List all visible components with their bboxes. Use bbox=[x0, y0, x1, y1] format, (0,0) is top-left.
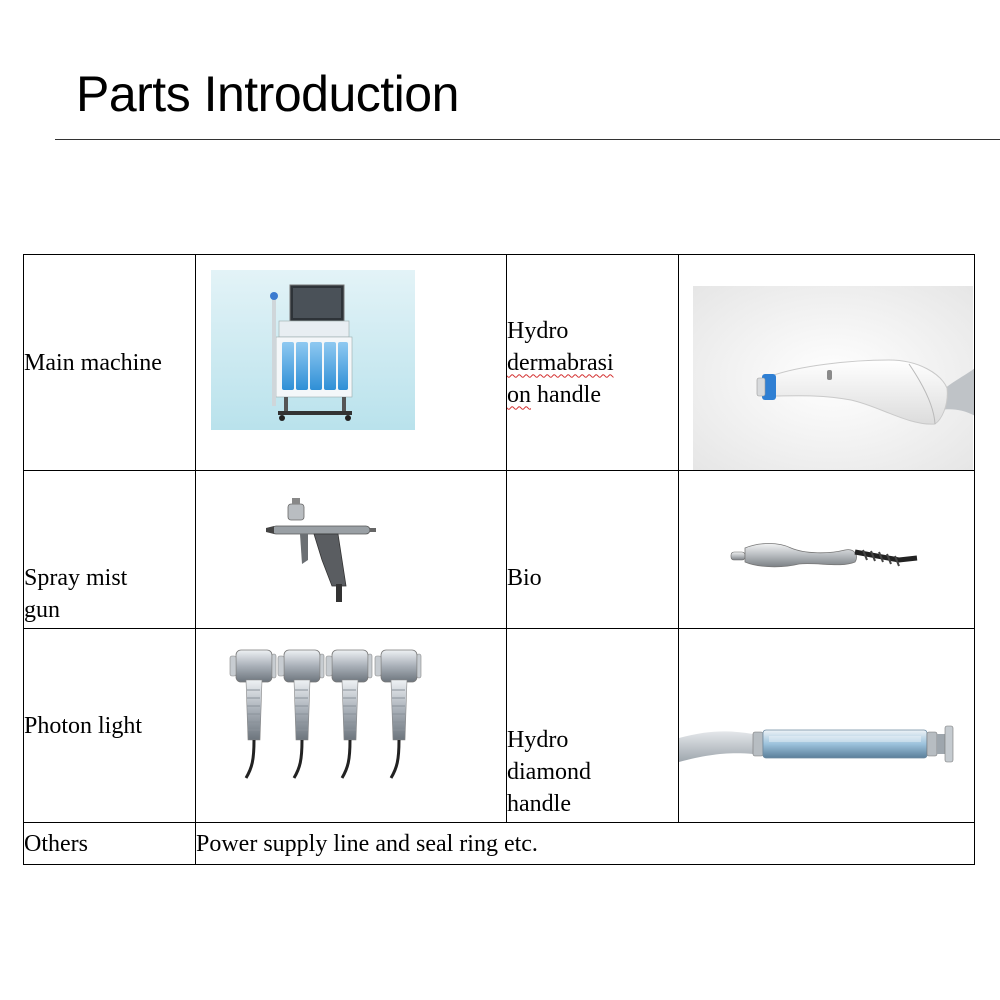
bio-handle-icon bbox=[679, 472, 975, 628]
spray-mist-gun-icon bbox=[196, 472, 507, 628]
hydro-dermabrasion-handle-icon bbox=[679, 256, 975, 470]
table-row bbox=[24, 823, 975, 865]
page-title: Parts Introduction bbox=[76, 66, 459, 122]
table-row bbox=[24, 255, 975, 471]
parts-table bbox=[23, 254, 975, 865]
table-row bbox=[24, 629, 975, 823]
part-label-photon-light: Photon light bbox=[24, 629, 196, 823]
part-label-main-machine: Main machine bbox=[24, 255, 196, 471]
part-label-spray-mist-gun: Spray mist gun bbox=[24, 471, 196, 629]
part-image-cell bbox=[679, 471, 975, 629]
others-description: Power supply line and seal ring etc. bbox=[196, 823, 975, 865]
table-row bbox=[24, 471, 975, 629]
part-label-hydro-diamond-handle: Hydro diamond handle bbox=[507, 629, 679, 823]
part-label-bio: Bio bbox=[507, 471, 679, 629]
part-image-cell bbox=[679, 255, 975, 471]
photon-light-handles-icon bbox=[196, 630, 507, 822]
part-image-cell bbox=[196, 255, 507, 471]
part-label-hydro-dermabrasion-handle: Hydro dermabrasi on handle bbox=[507, 255, 679, 471]
main-machine-cart-icon bbox=[196, 256, 507, 470]
part-image-cell bbox=[196, 629, 507, 823]
hydro-diamond-handle-icon bbox=[679, 630, 975, 822]
title-divider bbox=[55, 139, 1000, 140]
part-label-others: Others bbox=[24, 823, 196, 865]
part-image-cell bbox=[196, 471, 507, 629]
spell-underlined-word: on bbox=[507, 381, 531, 408]
part-image-cell bbox=[679, 629, 975, 823]
